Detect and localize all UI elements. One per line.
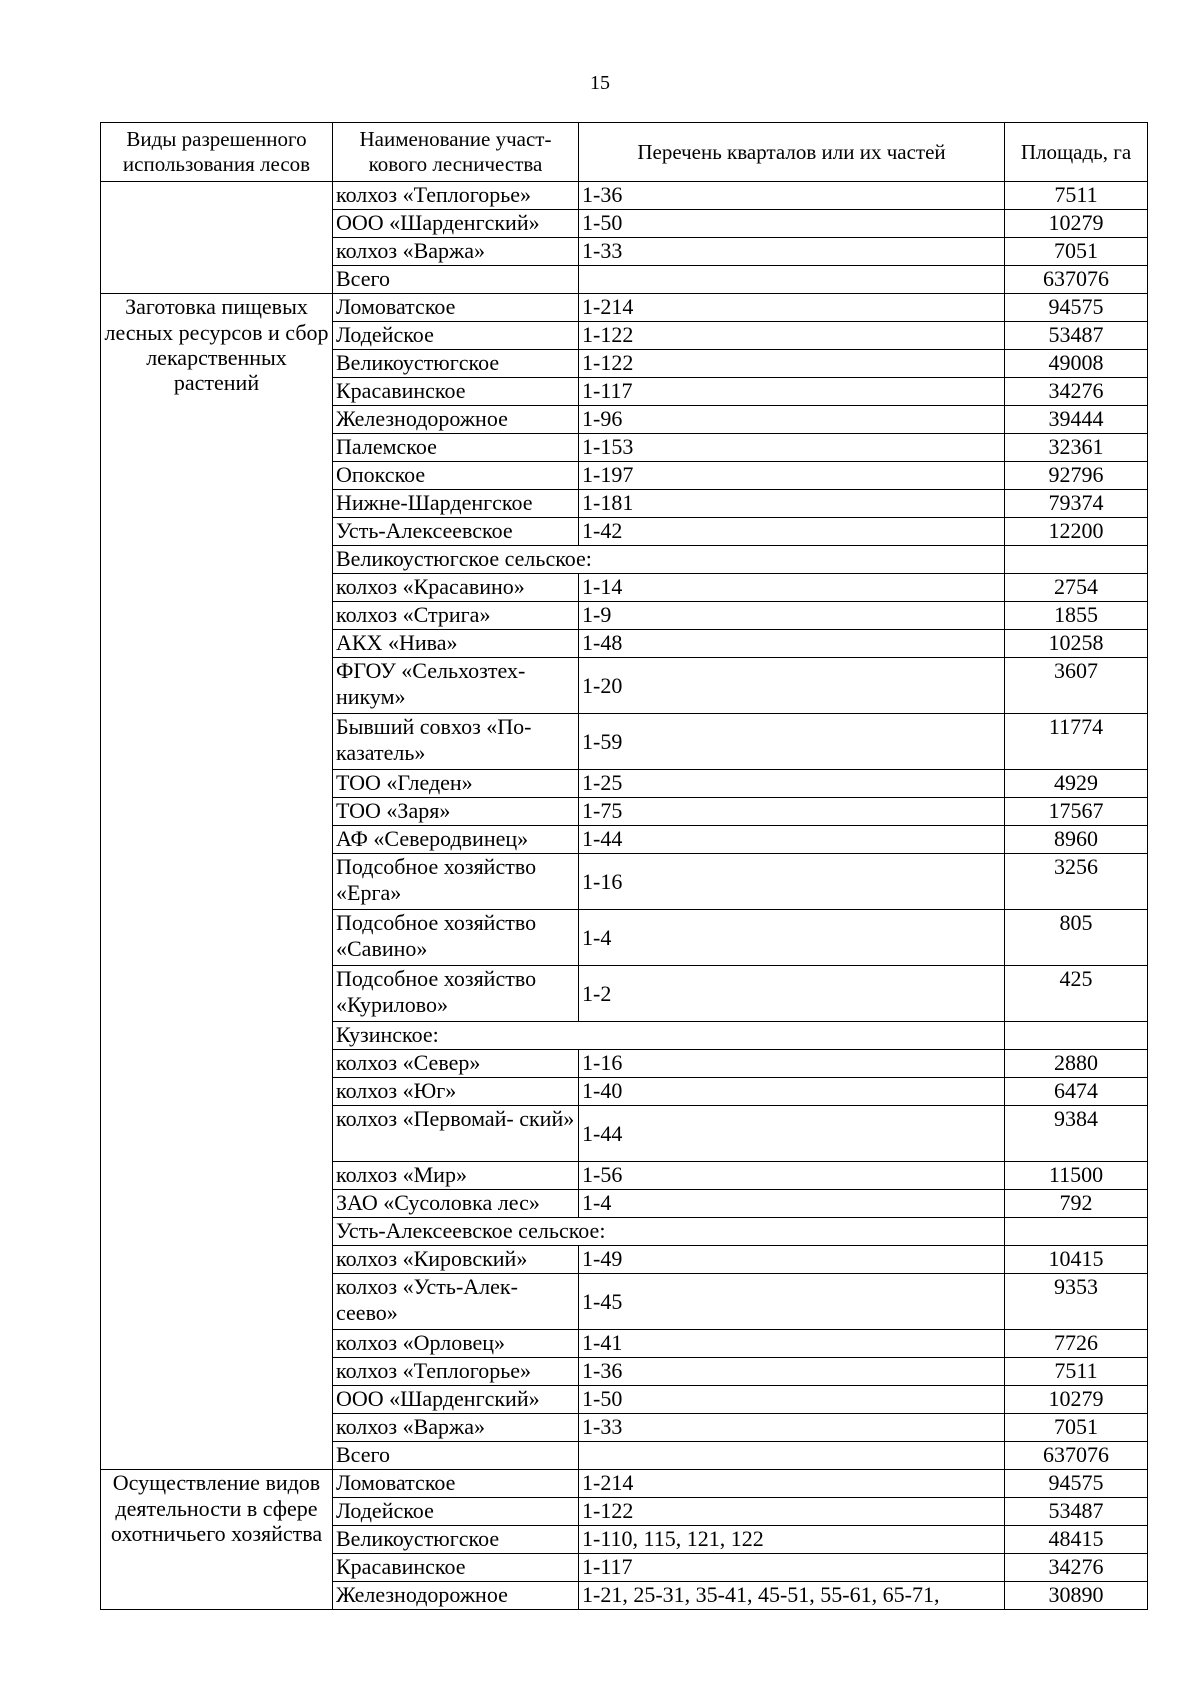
forestry-name-cell: Красавинское bbox=[333, 378, 579, 406]
forestry-name-cell: ООО «Шарденгский» bbox=[333, 210, 579, 238]
table-row bbox=[101, 294, 1148, 322]
forestry-name-cell: Ломоватское bbox=[333, 1470, 579, 1498]
quarters-cell: 1-20 bbox=[579, 658, 1005, 714]
forestry-name-cell: Красавинское bbox=[333, 1554, 579, 1582]
forestry-name-cell: колхоз «Теплогорье» bbox=[333, 1358, 579, 1386]
quarters-cell: 1-44 bbox=[579, 826, 1005, 854]
forestry-name-cell: колхоз «Орловец» bbox=[333, 1330, 579, 1358]
quarters-cell: 1-49 bbox=[579, 1246, 1005, 1274]
quarters-cell: 1-50 bbox=[579, 1386, 1005, 1414]
forestry-name-cell: колхоз «Мир» bbox=[333, 1162, 579, 1190]
forestry-name-cell: колхоз «Север» bbox=[333, 1050, 579, 1078]
forestry-name-cell: колхоз «Юг» bbox=[333, 1078, 579, 1106]
quarters-cell: 1-214 bbox=[579, 1470, 1005, 1498]
use-type-cell bbox=[101, 182, 333, 294]
quarters-cell: 1-21, 25-31, 35-41, 45-51, 55-61, 65-71, bbox=[579, 1582, 1005, 1610]
area-cell: 637076 bbox=[1005, 266, 1148, 294]
area-cell: 10415 bbox=[1005, 1246, 1148, 1274]
area-cell: 425 bbox=[1005, 966, 1148, 1022]
quarters-cell: 1-45 bbox=[579, 1274, 1005, 1330]
area-cell: 94575 bbox=[1005, 294, 1148, 322]
area-cell bbox=[1005, 546, 1148, 574]
area-cell: 10258 bbox=[1005, 630, 1148, 658]
area-cell: 7726 bbox=[1005, 1330, 1148, 1358]
forestry-name-cell: Подсобное хозяйство «Савино» bbox=[333, 910, 579, 966]
forestry-name-cell: АКХ «Нива» bbox=[333, 630, 579, 658]
quarters-cell: 1-41 bbox=[579, 1330, 1005, 1358]
area-cell: 11774 bbox=[1005, 714, 1148, 770]
area-cell: 94575 bbox=[1005, 1470, 1148, 1498]
forestry-name-cell: Опокское bbox=[333, 462, 579, 490]
area-cell: 12200 bbox=[1005, 518, 1148, 546]
area-cell: 792 bbox=[1005, 1190, 1148, 1218]
forestry-name-cell: Всего bbox=[333, 266, 579, 294]
quarters-cell: 1-96 bbox=[579, 406, 1005, 434]
area-cell: 7511 bbox=[1005, 1358, 1148, 1386]
quarters-cell: 1-4 bbox=[579, 1190, 1005, 1218]
use-type-cell: Заготовка пищевых лесных ресурсов и сбор лекарственных растений bbox=[101, 294, 333, 1470]
quarters-cell: 1-48 bbox=[579, 630, 1005, 658]
forestry-name-cell: Нижне-Шарденгское bbox=[333, 490, 579, 518]
quarters-cell: 1-117 bbox=[579, 1554, 1005, 1582]
area-cell: 11500 bbox=[1005, 1162, 1148, 1190]
area-cell: 92796 bbox=[1005, 462, 1148, 490]
area-cell: 805 bbox=[1005, 910, 1148, 966]
forestry-name-cell: Лодейское bbox=[333, 1498, 579, 1526]
area-cell: 34276 bbox=[1005, 1554, 1148, 1582]
quarters-cell: 1-2 bbox=[579, 966, 1005, 1022]
table-row bbox=[101, 1470, 1148, 1498]
area-cell: 7051 bbox=[1005, 238, 1148, 266]
quarters-cell: 1-4 bbox=[579, 910, 1005, 966]
area-cell: 10279 bbox=[1005, 1386, 1148, 1414]
quarters-cell: 1-36 bbox=[579, 182, 1005, 210]
quarters-cell: 1-122 bbox=[579, 1498, 1005, 1526]
forestry-name-cell: Ломоватское bbox=[333, 294, 579, 322]
forestry-name-cell: ЗАО «Сусоловка лес» bbox=[333, 1190, 579, 1218]
forestry-name-cell: колхоз «Стрига» bbox=[333, 602, 579, 630]
forestry-name-cell: колхоз «Первомай- ский» bbox=[333, 1106, 579, 1162]
quarters-cell: 1-33 bbox=[579, 1414, 1005, 1442]
forestry-name-cell: Железнодорожное bbox=[333, 406, 579, 434]
forestry-name-cell: Лодейское bbox=[333, 322, 579, 350]
use-type-cell: Осуществление видов деятельности в сфере охотничьего хозяйства bbox=[101, 1470, 333, 1610]
quarters-cell: 1-42 bbox=[579, 518, 1005, 546]
forestry-name-cell: колхоз «Кировский» bbox=[333, 1246, 579, 1274]
area-cell: 39444 bbox=[1005, 406, 1148, 434]
forestry-name-cell: колхоз «Усть-Алек- сеево» bbox=[333, 1274, 579, 1330]
forestry-name-cell: Усть-Алексеевское bbox=[333, 518, 579, 546]
area-cell: 53487 bbox=[1005, 1498, 1148, 1526]
quarters-cell bbox=[579, 266, 1005, 294]
area-cell: 32361 bbox=[1005, 434, 1148, 462]
forestry-name-cell: Подсобное хозяйство «Курилово» bbox=[333, 966, 579, 1022]
area-cell: 7511 bbox=[1005, 182, 1148, 210]
area-cell: 637076 bbox=[1005, 1442, 1148, 1470]
forestry-name-cell: ФГОУ «Сельхозтех- никум» bbox=[333, 658, 579, 714]
quarters-cell: 1-181 bbox=[579, 490, 1005, 518]
area-cell: 7051 bbox=[1005, 1414, 1148, 1442]
area-cell: 3256 bbox=[1005, 854, 1148, 910]
area-cell: 9384 bbox=[1005, 1106, 1148, 1162]
forestry-name-cell: Железнодорожное bbox=[333, 1582, 579, 1610]
area-cell: 9353 bbox=[1005, 1274, 1148, 1330]
forestry-name-cell: колхоз «Теплогорье» bbox=[333, 182, 579, 210]
area-cell: 2880 bbox=[1005, 1050, 1148, 1078]
area-cell: 48415 bbox=[1005, 1526, 1148, 1554]
quarters-cell: 1-36 bbox=[579, 1358, 1005, 1386]
forestry-name-cell: ТОО «Гледен» bbox=[333, 770, 579, 798]
area-cell: 10279 bbox=[1005, 210, 1148, 238]
quarters-cell: 1-14 bbox=[579, 574, 1005, 602]
quarters-cell: 1-117 bbox=[579, 378, 1005, 406]
table-header-row bbox=[101, 123, 1148, 182]
area-cell: 8960 bbox=[1005, 826, 1148, 854]
forestry-name-cell: ТОО «Заря» bbox=[333, 798, 579, 826]
forestry-name-cell: Великоустюгское bbox=[333, 1526, 579, 1554]
forestry-name-cell: колхоз «Красавино» bbox=[333, 574, 579, 602]
forestry-name-cell: Великоустюгское bbox=[333, 350, 579, 378]
area-cell: 53487 bbox=[1005, 322, 1148, 350]
quarters-cell: 1-122 bbox=[579, 322, 1005, 350]
header-name: Наименование участ- кового лесничества bbox=[333, 123, 579, 182]
forest-use-table bbox=[100, 122, 1148, 1610]
quarters-cell: 1-50 bbox=[579, 210, 1005, 238]
header-type: Виды разрешенного использования лесов bbox=[101, 123, 333, 182]
section-label-cell: Усть-Алексеевское сельское: bbox=[333, 1218, 1005, 1246]
quarters-cell: 1-44 bbox=[579, 1106, 1005, 1162]
quarters-cell: 1-197 bbox=[579, 462, 1005, 490]
page-number: 15 bbox=[590, 72, 610, 94]
area-cell: 34276 bbox=[1005, 378, 1148, 406]
area-cell bbox=[1005, 1218, 1148, 1246]
quarters-cell: 1-59 bbox=[579, 714, 1005, 770]
area-cell: 6474 bbox=[1005, 1078, 1148, 1106]
quarters-cell: 1-33 bbox=[579, 238, 1005, 266]
area-cell bbox=[1005, 1022, 1148, 1050]
forestry-name-cell: Подсобное хозяйство «Ерга» bbox=[333, 854, 579, 910]
forestry-name-cell: ООО «Шарденгский» bbox=[333, 1386, 579, 1414]
section-label-cell: Великоустюгское сельское: bbox=[333, 546, 1005, 574]
quarters-cell: 1-25 bbox=[579, 770, 1005, 798]
area-cell: 3607 bbox=[1005, 658, 1148, 714]
quarters-cell: 1-16 bbox=[579, 854, 1005, 910]
forestry-name-cell: АФ «Северодвинец» bbox=[333, 826, 579, 854]
quarters-cell: 1-75 bbox=[579, 798, 1005, 826]
quarters-cell: 1-9 bbox=[579, 602, 1005, 630]
forestry-name-cell: Всего bbox=[333, 1442, 579, 1470]
quarters-cell: 1-122 bbox=[579, 350, 1005, 378]
quarters-cell: 1-16 bbox=[579, 1050, 1005, 1078]
area-cell: 17567 bbox=[1005, 798, 1148, 826]
header-quarters: Перечень кварталов или их частей bbox=[579, 123, 1005, 182]
area-cell: 79374 bbox=[1005, 490, 1148, 518]
area-cell: 2754 bbox=[1005, 574, 1148, 602]
quarters-cell: 1-56 bbox=[579, 1162, 1005, 1190]
table-body bbox=[101, 182, 1148, 1610]
forestry-name-cell: колхоз «Варжа» bbox=[333, 1414, 579, 1442]
quarters-cell: 1-110, 115, 121, 122 bbox=[579, 1526, 1005, 1554]
quarters-cell: 1-153 bbox=[579, 434, 1005, 462]
section-label-cell: Кузинское: bbox=[333, 1022, 1005, 1050]
area-cell: 30890 bbox=[1005, 1582, 1148, 1610]
area-cell: 1855 bbox=[1005, 602, 1148, 630]
quarters-cell: 1-40 bbox=[579, 1078, 1005, 1106]
table-row bbox=[101, 182, 1148, 210]
forestry-name-cell: Палемское bbox=[333, 434, 579, 462]
area-cell: 4929 bbox=[1005, 770, 1148, 798]
quarters-cell bbox=[579, 1442, 1005, 1470]
area-cell: 49008 bbox=[1005, 350, 1148, 378]
forestry-name-cell: Бывший совхоз «По- казатель» bbox=[333, 714, 579, 770]
forestry-name-cell: колхоз «Варжа» bbox=[333, 238, 579, 266]
header-area: Площадь, га bbox=[1005, 123, 1148, 182]
quarters-cell: 1-214 bbox=[579, 294, 1005, 322]
